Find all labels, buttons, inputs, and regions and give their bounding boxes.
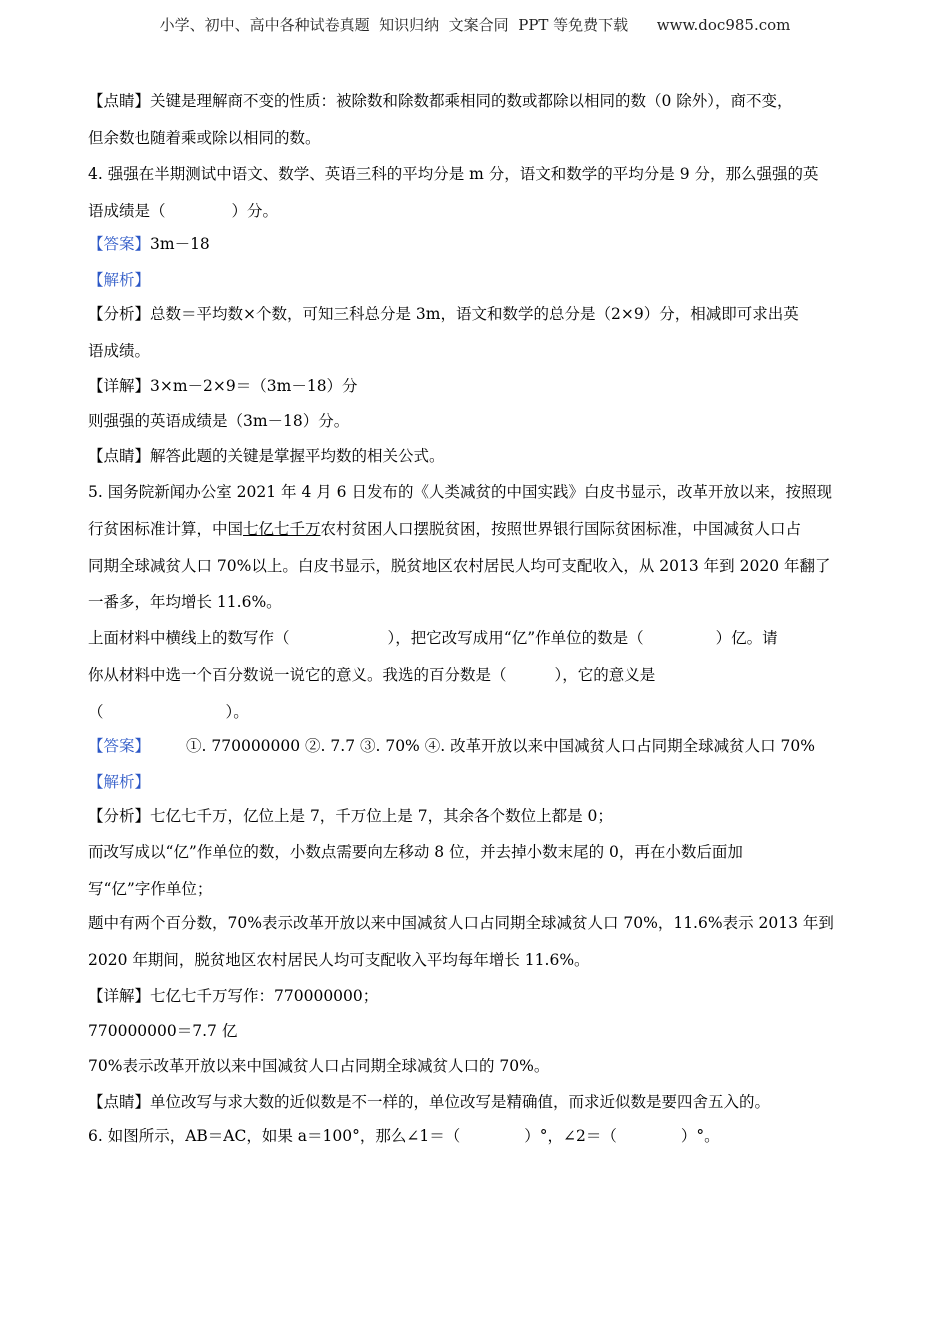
q5-question-line-6: 你从材料中选一个百分数说一说它的意义。我选的百分数是（ ），它的意义是: [88, 666, 656, 684]
underlined-number: 七亿七千万: [243, 520, 321, 538]
q5-dianjing: 【点睛】单位改写与求大数的近似数是不一样的，单位改写是精确值，而求近似数是要四舍五入的。: [88, 1093, 771, 1111]
q5-xiangjie-line-3: 70%表示改革开放以来中国减贫人口占同期全球减贫人口的 70%。: [88, 1057, 550, 1075]
q4-xiangjie: 【详解】3×m－2×9＝（3m－18）分: [88, 377, 358, 395]
q5-question-line-4: 一番多，年均增长 11.6%。: [88, 593, 282, 611]
q5-jiexi-tag: 【解析】: [88, 773, 151, 791]
q4-result: 则强强的英语成绩是（3m－18）分。: [88, 412, 350, 430]
q5-fenxi-line-2: 而改写成以“亿”作单位的数，小数点需要向左移动 8 位，并去掉小数末尾的 0，再在小数后面加: [88, 843, 743, 861]
q4-answer: 【答案】3m－18: [88, 235, 210, 253]
q5-question-line-3: 同期全球减贫人口 70%以上。白皮书显示，脱贫地区农村居民人均可支配收入，从 2013 年到 2020 年翻了: [88, 557, 831, 575]
page-header: 小学、初中、高中各种试卷真题 知识归纳 文案合同 PPT 等免费下载 www.doc985.com: [159, 16, 791, 34]
answer-tag: 【答案】: [88, 235, 151, 253]
s1-line-1: 【点睛】关键是理解商不变的性质：被除数和除数都乘相同的数或都除以相同的数（0 除外），商不变，: [88, 92, 793, 110]
q6-question: 6. 如图所示，AB＝AC，如果 a＝100°，那么∠1＝（ ）°，∠2＝（ ）°。: [88, 1127, 720, 1145]
q4-fenxi-line-1: 【分析】总数＝平均数×个数，可知三科总分是 3m，语文和数学的总分是（2×9）分，相减即可求出英: [88, 305, 799, 323]
answer-tag: 【答案】: [88, 737, 151, 755]
q5-question-line-1: 5. 国务院新闻办公室 2021 年 4 月 6 日发布的《人类减贫的中国实践》白皮书显示，改革开放以来，按照现: [88, 483, 832, 501]
q4-jiexi-tag: 【解析】: [88, 271, 151, 289]
q4-dianjing: 【点睛】解答此题的关键是掌握平均数的相关公式。: [88, 447, 445, 465]
q5-fenxi-line-5: 2020 年期间，脱贫地区农村居民人均可支配收入平均每年增长 11.6%。: [88, 951, 590, 969]
q5-answer: 【答案】 ①. 770000000 ②. 7.7 ③. 70% ④. 改革开放以来中国减贫人口占同期全球减贫人口 70%: [88, 737, 815, 755]
q5-xiangjie-line-2: 770000000＝7.7 亿: [88, 1022, 238, 1040]
q5-fenxi-line-4: 题中有两个百分数，70%表示改革开放以来中国减贫人口占同期全球减贫人口 70%，11.6%表示 2013 年到: [88, 914, 834, 932]
q5-xiangjie-line-1: 【详解】七亿七千万写作：770000000；: [88, 987, 379, 1005]
q4-question-line-2: 语成绩是（ ）分。: [88, 202, 279, 220]
q4-fenxi-line-2: 语成绩。: [88, 342, 151, 360]
q5-question-line-7: （ ）。: [88, 703, 249, 721]
q5-question-line-2: 行贫困标准计算，中国七亿七千万农村贫困人口摆脱贫困，按照世界银行国际贫困标准，中国减贫人口占: [88, 520, 802, 538]
s1-line-2: 但余数也随着乘或除以相同的数。: [88, 129, 321, 147]
q4-question-line-1: 4. 强强在半期测试中语文、数学、英语三科的平均分是 m 分，语文和数学的平均分是 9 分，那么强强的英: [88, 165, 819, 183]
q5-question-line-5: 上面材料中横线上的数写作（ ），把它改写成用“亿”作单位的数是（ ）亿。请: [88, 629, 778, 647]
q5-fenxi-line-1: 【分析】七亿七千万，亿位上是 7，千万位上是 7，其余各个数位上都是 0；: [88, 807, 613, 825]
q5-fenxi-line-3: 写“亿”字作单位；: [88, 880, 213, 898]
